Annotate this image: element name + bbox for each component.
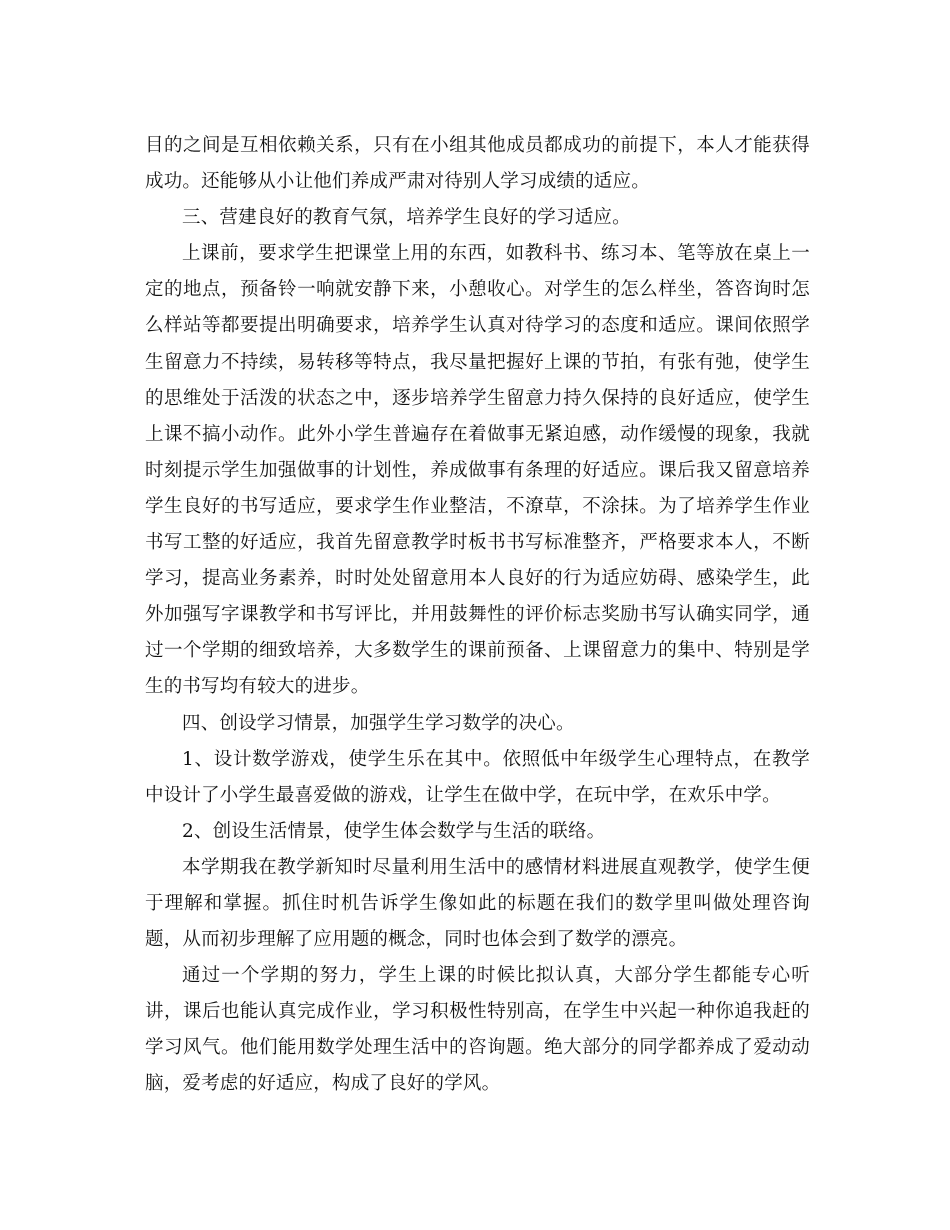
section-heading-3: 三、营建良好的教育气氛，培养学生良好的学习适应。 bbox=[182, 207, 631, 229]
paragraph-teaching-materials: 本学期我在教学新知时尽量利用生活中的感情材料进展直观教学，使学生便于理解和掌握。抓住时机告诉学生像如此的标题在我们的数学里叫做处理咨询题，从而初步理解了应用题的概念，同时也体会到了数学的漂亮。 bbox=[145, 856, 810, 951]
paragraph-continuation: 目的之间是互相依赖关系，只有在小组其他成员都成功的前提下，本人才能获得成功。还能够从小让他们养成严肃对待别人学习成绩的适应。 bbox=[145, 135, 810, 193]
paragraph-habits: 上课前，要求学生把课堂上用的东西，如教科书、练习本、笔等放在桌上一定的地点，预备铃一响就安静下来，小憩收心。对学生的怎么样坐，答咨询时怎么样站等都要提出明确要求，培养学生认真对待学习的态度和适应。课间依照学生留意力不持续，易转移等特点，我尽量把握好上课的节拍，有张有弛，使学生的思维处于活泼的状态之中，逐步培养学生留意力持久保持的良好适应，使学生上课不搞小动作。此外小学生普遍存在着做事无紧迫感，动作缓慢的现象，我就时刻提示学生加强做事的计划性，养成做事有条理的好适应。课后我又留意培养学生良好的书写适应，要求学生作业整洁，不潦草，不涂抹。为了培养学生作业书写工整的好适应，我首先留意教学时板书书写标准整齐，严格要求本人，不断学习，提高业务素养，时时处处留意用本人良好的行为适应妨碍、感染学生，此外加强写字课教学和书写评比，并用鼓舞性的评价标志奖励书写认确实同学，通过一个学期的细致培养，大多数学生的课前预备、上课留意力的集中、特别是学生的书写均有较大的进步。 bbox=[145, 243, 810, 698]
paragraph-summary: 通过一个学期的努力，学生上课的时候比拟认真，大部分学生都能专心听讲，课后也能认真完成作业，学习积极性特别高，在学生中兴起一种你追我赶的学习风气。他们能用数学处理生活中的咨询题。绝大部分的同学都养成了爱动动脑，爱考虑的好适应，构成了良好的学风。 bbox=[145, 965, 810, 1095]
section-heading-4: 四、创设学习情景，加强学生学习数学的决心。 bbox=[182, 712, 575, 734]
paragraph-games: 1、设计数学游戏，使学生乐在其中。依照低中年级学生心理特点，在教学中设计了小学生最喜爱做的游戏，让学生在做中学，在玩中学，在欢乐中学。 bbox=[145, 748, 810, 806]
paragraph-life-scenarios: 2、创设生活情景，使学生体会数学与生活的联络。 bbox=[182, 820, 606, 842]
